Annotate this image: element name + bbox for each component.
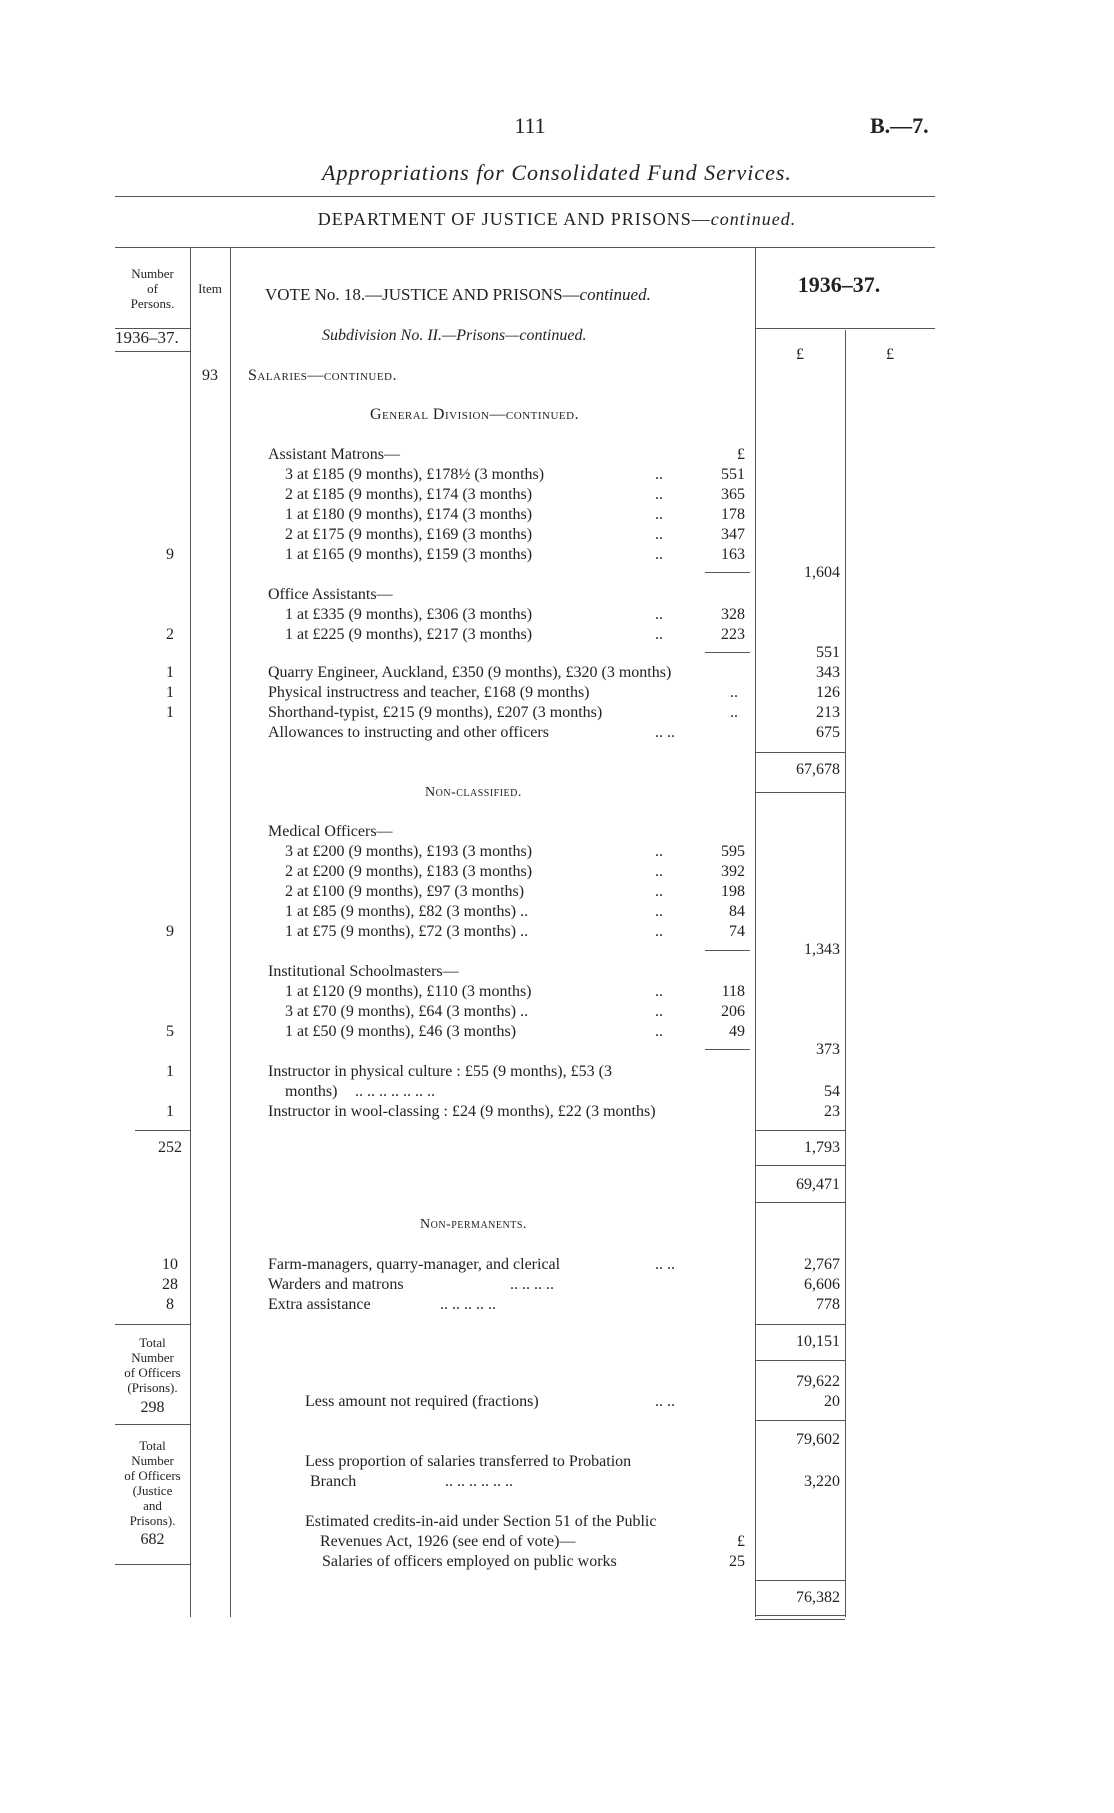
- subtotal-after-fractions: 79,602: [796, 1431, 840, 1448]
- instructor-wool-amount: 23: [824, 1103, 840, 1120]
- subtotal-amount: 1,604: [804, 564, 840, 581]
- persons-count: 1: [166, 684, 174, 701]
- sum-rule: [705, 950, 750, 951]
- schoolmaster-amount: 49: [729, 1023, 745, 1040]
- leader-dots: ..: [655, 863, 663, 880]
- leader-dots: ..: [655, 843, 663, 860]
- leader-dots: ..: [655, 1003, 663, 1020]
- office-amount: 328: [721, 606, 745, 623]
- schoolmaster-row: 1 at £50 (9 months), £46 (3 months): [285, 1023, 517, 1040]
- persons-header-line1: Number: [131, 266, 174, 281]
- leader-dots: ..: [655, 983, 663, 1000]
- non-classified-persons: 252: [158, 1139, 182, 1156]
- leader-dots: ..: [655, 526, 663, 543]
- schoolmaster-row: 1 at £120 (9 months), £110 (3 months): [285, 983, 532, 1000]
- medical-amount: 595: [721, 843, 745, 860]
- total-rule: [755, 1130, 845, 1131]
- leader-dots: .. .. .. ..: [510, 1276, 554, 1293]
- total-rule: [755, 752, 845, 753]
- non-permanent-amount: 2,767: [804, 1256, 840, 1273]
- vote-title: VOTE No. 18.—JUSTICE AND PRISONS—continued.: [265, 285, 651, 304]
- instructor-wool-row: Instructor in wool-classing : £24 (9 months), £22 (3 months): [268, 1103, 656, 1120]
- leader-dots: ..: [730, 704, 738, 721]
- persons-count: 28: [162, 1276, 178, 1293]
- medical-row: 1 at £75 (9 months), £72 (3 months) ..: [285, 923, 529, 940]
- matron-row: 1 at £165 (9 months), £159 (3 months): [285, 546, 533, 563]
- total-rule: [755, 1202, 845, 1203]
- misc-amount: 675: [816, 724, 840, 741]
- instructor-physical-line1: Instructor in physical culture : £55 (9 months), £53 (3: [268, 1063, 612, 1080]
- prisons-officers-label: of Officers: [124, 1365, 181, 1380]
- medical-amount: 198: [721, 883, 745, 900]
- sum-rule: [705, 652, 750, 653]
- left-year: 1936–37.: [115, 328, 179, 347]
- leader-dots: .. ..: [655, 1256, 675, 1273]
- persons-count: 9: [166, 546, 174, 563]
- total-rule: [755, 1580, 845, 1581]
- subtotal-amount: 551: [816, 644, 840, 661]
- medical-officers-heading: Medical Officers—: [268, 823, 393, 840]
- misc-row: Quarry Engineer, Auckland, £350 (9 months), £320 (3 months): [268, 664, 672, 681]
- pound-sign: £: [737, 1533, 745, 1550]
- credits-line1: Estimated credits-in-aid under Section 51 of the Public: [305, 1513, 657, 1530]
- misc-row: Physical instructress and teacher, £168 (9 months): [268, 684, 590, 701]
- subtotal-amount: 1,343: [804, 941, 840, 958]
- leader-dots: ..: [655, 883, 663, 900]
- subtotal-column-rule: [845, 330, 846, 1617]
- persons-header-line2: of: [147, 281, 158, 296]
- persons-count: 1: [166, 1103, 174, 1120]
- salaries-heading: Salaries—continued.: [248, 367, 397, 384]
- persons-total-rule: [135, 1130, 190, 1131]
- leader-dots: .. .. .. .. ..: [440, 1296, 496, 1313]
- medical-row: 1 at £85 (9 months), £82 (3 months) ..: [285, 903, 529, 920]
- sum-rule: [705, 1049, 750, 1050]
- pound-sign: £: [737, 446, 745, 463]
- less-fractions-text: Less amount not required (fractions): [305, 1393, 539, 1410]
- matron-row: 2 at £185 (9 months), £174 (3 months): [285, 486, 533, 503]
- non-permanent-row: Farm-managers, quarry-manager, and clerical: [268, 1256, 561, 1273]
- leader-dots: .. ..: [655, 724, 675, 741]
- leader-dots: ..: [655, 626, 663, 643]
- item-column-rule: [230, 247, 231, 1617]
- less-fractions-amount: 20: [824, 1393, 840, 1410]
- credits-line2: Revenues Act, 1926 (see end of vote)—: [320, 1533, 576, 1550]
- medical-row: 2 at £100 (9 months), £97 (3 months): [285, 883, 525, 900]
- leader-dots: ..: [655, 923, 663, 940]
- prisons-officers-count: 298: [140, 1399, 165, 1416]
- leader-dots: ..: [655, 506, 663, 523]
- office-amount: 223: [721, 626, 745, 643]
- medical-row: 2 at £200 (9 months), £183 (3 months): [285, 863, 533, 880]
- leader-dots: ..: [655, 486, 663, 503]
- year-rule: [755, 328, 935, 329]
- matron-amount: 163: [721, 546, 745, 563]
- matron-amount: 178: [721, 506, 745, 523]
- persons-count: 1: [166, 1063, 174, 1080]
- leader-dots: ..: [655, 606, 663, 623]
- schoolmasters-heading: Institutional Schoolmasters—: [268, 963, 459, 980]
- persons-count: 9: [166, 923, 174, 940]
- office-assistants-heading: Office Assistants—: [268, 586, 393, 603]
- persons-count: 5: [166, 1023, 174, 1040]
- persons-rule: [115, 1324, 190, 1325]
- assistant-matrons-heading: Assistant Matrons—: [268, 446, 400, 463]
- office-row: 1 at £225 (9 months), £217 (3 months): [285, 626, 533, 643]
- persons-count: 10: [162, 1256, 178, 1273]
- total-rule: [755, 1324, 845, 1325]
- leader-dots: ..: [730, 684, 738, 701]
- matron-row: 1 at £180 (9 months), £174 (3 months): [285, 506, 533, 523]
- non-permanents-heading: Non-permanents.: [420, 1217, 527, 1232]
- matron-row: 3 at £185 (9 months), £178½ (3 months): [285, 466, 545, 483]
- subdivision-heading: Subdivision No. II.—Prisons—continued.: [322, 327, 587, 344]
- non-permanent-row: Warders and matrons: [268, 1276, 404, 1293]
- department-heading: DEPARTMENT OF JUSTICE AND PRISONS—continued.: [317, 209, 797, 229]
- total-double-rule: [755, 1619, 845, 1620]
- persons-count: 8: [166, 1296, 174, 1313]
- item-number: 93: [202, 367, 218, 384]
- less-probation-amount: 3,220: [804, 1473, 840, 1490]
- persons-rule: [115, 1564, 190, 1565]
- title-rule: [115, 196, 935, 197]
- justice-officers-label: of Officers: [124, 1468, 181, 1483]
- misc-row: Shorthand-typist, £215 (9 months), £207 (3 months): [268, 704, 603, 721]
- year-header: 1936–37.: [797, 272, 881, 297]
- prisons-officers-label: Total: [139, 1335, 166, 1350]
- table-top-rule: [115, 247, 935, 248]
- sum-rule: [705, 572, 750, 573]
- page-number: 111: [514, 113, 546, 138]
- medical-amount: 84: [729, 903, 745, 920]
- justice-officers-label: Number: [131, 1453, 174, 1468]
- schoolmaster-amount: 118: [721, 983, 745, 1000]
- credits-amount: 25: [729, 1553, 745, 1570]
- non-permanent-amount: 6,606: [804, 1276, 840, 1293]
- left-year-rule: [115, 351, 190, 352]
- subtotal-amount: 373: [816, 1041, 840, 1058]
- matron-amount: 551: [721, 466, 745, 483]
- total-rule: [755, 792, 845, 793]
- justice-officers-count: 682: [140, 1531, 165, 1548]
- schoolmaster-amount: 206: [721, 1003, 745, 1020]
- office-row: 1 at £335 (9 months), £306 (3 months): [285, 606, 533, 623]
- general-division-total: 67,678: [796, 761, 840, 778]
- matron-amount: 365: [721, 486, 745, 503]
- misc-amount: 343: [816, 664, 840, 681]
- leader-dots: ..: [655, 546, 663, 563]
- persons-header-line3: Persons.: [130, 296, 175, 311]
- total-rule: [755, 1360, 845, 1361]
- leader-dots: ..: [655, 903, 663, 920]
- leader-dots: ..: [655, 466, 663, 483]
- non-permanent-total: 10,151: [796, 1333, 840, 1350]
- document-reference: B.—7.: [870, 113, 929, 138]
- medical-amount: 392: [721, 863, 745, 880]
- pound-column-1: £: [796, 346, 804, 363]
- total-rule: [755, 1165, 845, 1166]
- justice-officers-label: (Justice: [132, 1483, 173, 1498]
- non-permanent-amount: 778: [816, 1296, 840, 1313]
- non-permanent-row: Extra assistance: [268, 1296, 371, 1313]
- total-rule: [755, 1420, 845, 1421]
- matron-row: 2 at £175 (9 months), £169 (3 months): [285, 526, 533, 543]
- persons-rule: [115, 1424, 190, 1425]
- misc-row: Allowances to instructing and other officers: [268, 724, 549, 741]
- instructor-physical-amount: 54: [824, 1083, 840, 1100]
- credits-line3: Salaries of officers employed on public works: [322, 1553, 617, 1570]
- persons-count: 1: [166, 704, 174, 721]
- less-probation-line2: Branch: [310, 1473, 357, 1490]
- instructor-physical-line2: months): [285, 1083, 338, 1100]
- prisons-officers-label: Number: [131, 1350, 174, 1365]
- misc-amount: 213: [816, 704, 840, 721]
- medical-amount: 74: [729, 923, 745, 940]
- persons-count: 2: [166, 626, 174, 643]
- schoolmaster-row: 3 at £70 (9 months), £64 (3 months) ..: [285, 1003, 529, 1020]
- less-probation-line1: Less proportion of salaries transferred to Probation: [305, 1453, 632, 1470]
- gross-total: 79,622: [796, 1373, 840, 1390]
- persons-column-rule: [190, 247, 191, 1617]
- pound-column-2: £: [886, 346, 894, 363]
- matron-amount: 347: [721, 526, 745, 543]
- justice-officers-label: and: [143, 1498, 162, 1513]
- non-classified-heading: Non-classified.: [425, 785, 522, 800]
- leader-dots: .. .. .. .. .. ..: [445, 1473, 513, 1490]
- general-division-heading: General Division—continued.: [370, 406, 580, 423]
- total-rule: [755, 1615, 845, 1616]
- justice-officers-label: Prisons).: [129, 1513, 176, 1528]
- misc-amount: 126: [816, 684, 840, 701]
- net-total: 76,382: [796, 1589, 840, 1606]
- item-header: Item: [198, 281, 222, 296]
- permanent-total: 69,471: [796, 1176, 840, 1193]
- non-classified-total: 1,793: [804, 1139, 840, 1156]
- justice-officers-label: Total: [139, 1438, 166, 1453]
- persons-count: 1: [166, 664, 174, 681]
- leader-dots: .. ..: [655, 1393, 675, 1410]
- medical-row: 3 at £200 (9 months), £193 (3 months): [285, 843, 533, 860]
- page-title: Appropriations for Consolidated Fund Services.: [322, 160, 792, 185]
- leader-dots: .. .. .. .. .. .. ..: [355, 1083, 435, 1100]
- prisons-officers-label: (Prisons).: [127, 1380, 178, 1395]
- leader-dots: ..: [655, 1023, 663, 1040]
